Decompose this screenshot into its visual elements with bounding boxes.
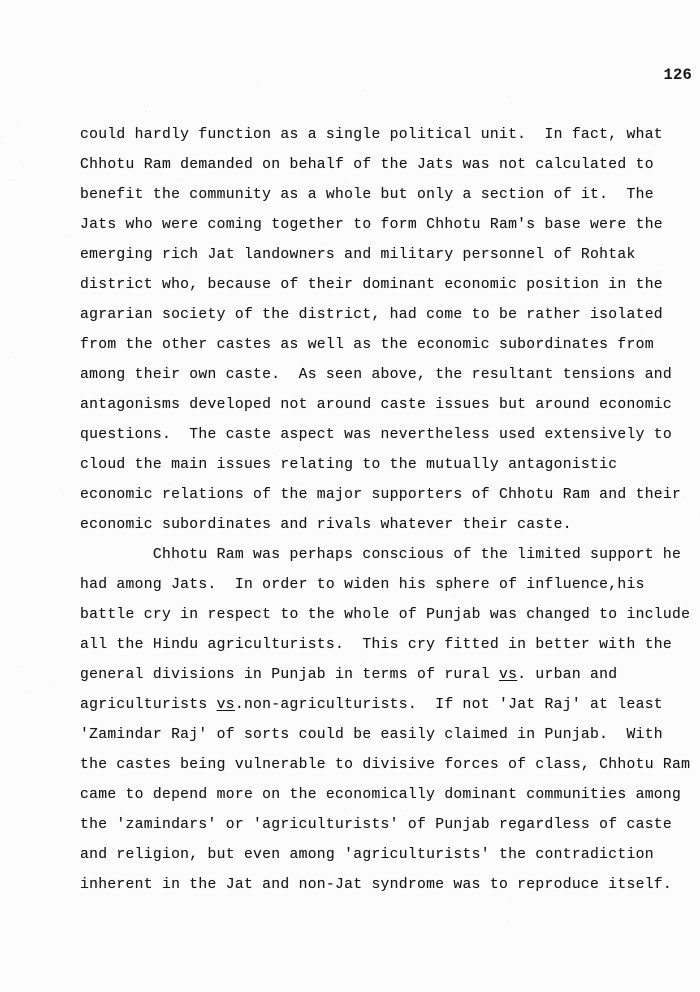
scan-speck [686,603,687,604]
text-line: economic relations of the major supporters of Chhotu Ram and their [80,487,682,503]
scan-speck [509,901,510,902]
scan-speck [63,494,64,495]
scan-speck [145,111,146,112]
text-line: questions. The caste aspect was nevertheless used extensively to [80,427,673,443]
text-lines-container [80,120,691,900]
text-line: and religion, but even among 'agriculturists' the contradiction [80,847,654,863]
text-line: Chhotu Ram demanded on behalf of the Jats was not calculated to [80,157,654,173]
text-line: antagonisms developed not around caste issues but around economic [80,397,673,413]
text-line: the 'zamindars' or 'agriculturists' of Punjab regardless of caste [80,817,673,833]
underlined-abbreviation: vs [216,697,235,713]
underlined-abbreviation: vs [498,667,518,683]
text-line: benefit the community as a whole but only a section of it. The [80,187,654,203]
scan-speck [258,86,259,87]
scan-speck [511,103,512,104]
text-line: from the other castes as well as the economic subordinates from [80,337,654,353]
text-line: had among Jats. In order to widen his sphere of influence,his [80,577,645,593]
scan-speck [68,235,69,236]
body-text [80,120,691,900]
text-line: could hardly function as a single political unit. In fact, what [80,127,663,143]
text-line: cloud the main issues relating to the mutually antagonistic [80,457,618,473]
scan-speck [28,691,29,692]
scan-speck [8,357,9,358]
text-line: emerging rich Jat landowners and military personnel of Rohtak [80,247,636,263]
text-line: economic subordinates and rivals whatever their caste. [80,517,572,533]
text-line: inherent in the Jat and non-Jat syndrome was to reproduce itself. [80,877,673,893]
scan-speck [34,813,35,814]
text-line: 'Zamindar Raj' of sorts could be easily claimed in Punjab. With [80,727,663,743]
text-line: agriculturists vs.non-agriculturists. If not 'Jat Raj' at least [80,697,663,713]
text-line: battle cry in respect to the whole of Punjab was changed to include [80,607,691,623]
text-line: came to depend more on the economically dominant communities among [80,787,682,803]
scan-speck [10,180,11,181]
text-line: general divisions in Punjab in terms of rural vs. urban and [80,667,618,683]
scan-speck [50,681,51,682]
text-line: Jats who were coming together to form Chhotu Ram's base were the [80,217,663,233]
scan-speck [16,125,17,126]
text-line: all the Hindu agriculturists. This cry fitted in better with the [80,637,673,653]
scan-speck [19,666,20,667]
text-line: among their own caste. As seen above, the resultant tensions and [80,367,673,383]
scan-speck [364,90,365,91]
scan-speck [23,166,24,167]
page-number: 126 [663,66,692,84]
text-line: the castes being vulnerable to divisive forces of class, Chhotu Ram [80,757,691,773]
text-line: Chhotu Ram was perhaps conscious of the limited support he [80,547,682,563]
scan-speck [507,920,508,921]
text-line: agrarian society of the district, had come to be rather isolated [80,307,663,323]
scan-speck [1,143,2,144]
text-line: district who, because of their dominant economic position in the [80,277,663,293]
